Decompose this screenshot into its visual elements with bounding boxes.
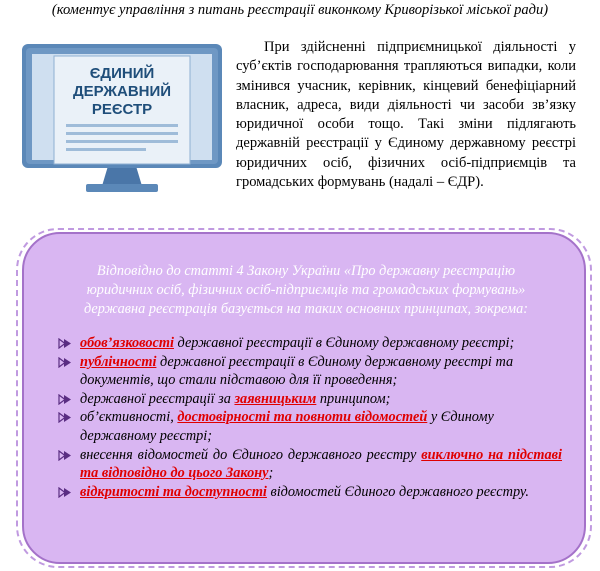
monitor-register-icon: [16, 40, 228, 198]
principle-highlight: достовірності та повноти відомостей: [177, 409, 428, 426]
principle-highlight: заявницьким: [234, 390, 317, 407]
intro-line: тощо. Такі зміни підлягають державній: [236, 116, 577, 152]
principle-item: [56, 408, 562, 445]
principle-text: об’єктивності,: [80, 409, 178, 426]
screen-line-1: ЄДИНИЙ: [89, 65, 155, 82]
principle-text: державної реєстрації в Єдиному державному реєстрі;: [173, 335, 515, 351]
principle-item: [56, 446, 562, 483]
principles-list: [56, 334, 562, 501]
principle-highlight: публічності: [80, 353, 157, 370]
principle-text: ;: [268, 465, 274, 482]
principle-item: [56, 334, 562, 353]
arrow-right-bullet-icon: [58, 394, 72, 405]
arrow-right-bullet-icon: [58, 357, 72, 368]
intro-line: юридичних осіб, фізичних осіб-підприємців та: [236, 154, 576, 171]
intro-line: у суб’єктів господарювання трапляються: [236, 39, 577, 75]
principle-text: у Єдиному державному реєстрі;: [80, 409, 494, 444]
arrow-right-bullet-icon: [58, 487, 72, 498]
screen-line-3: РЕЄСТР: [91, 101, 153, 118]
intro-paragraph: [236, 38, 576, 192]
principle-item: [56, 483, 562, 502]
principle-text: відомостей Єдиного державного реєстру.: [266, 483, 529, 500]
principle-text: державної реєстрації за: [80, 390, 235, 407]
intro-line: випадки, коли змінився учасник, керівник,: [236, 58, 576, 94]
intro-line: кінцевий бенефіціарний власник, адреса, види: [236, 77, 577, 113]
intro-text: [236, 38, 576, 192]
principle-text: принципом;: [316, 390, 391, 407]
principle-item: [56, 390, 562, 409]
principle-text: державної реєстрації в Єдиному державному реєстрі та документів, що стали підставою для її проведення;: [80, 353, 514, 389]
principle-highlight: обов’язковості: [80, 335, 174, 351]
principles-intro-line: Відповідно до статті 4 Закону України «Про державну реєстрацію: [96, 263, 516, 279]
intro-line: При здійсненні підприємницької діяльності: [264, 39, 558, 55]
principle-highlight: відкритості та доступності: [80, 483, 267, 500]
intro-line: діяльності чи засоби зв’язку юридичної особи: [236, 96, 577, 133]
intro-line: реєстрації у Єдиному державному реєстрі: [306, 135, 576, 152]
principle-text: внесення відомостей до Єдиного державного реєстру: [80, 446, 422, 463]
principles-intro: [55, 262, 557, 319]
arrow-right-bullet-icon: [58, 412, 72, 423]
principle-item: [56, 353, 562, 390]
principles-intro-line: державна реєстрація базується на таких основних принципах, зокрема:: [84, 301, 528, 317]
arrow-right-bullet-icon: [58, 338, 72, 349]
principle-highlight: виключно на підставі та відповідно до цього Закону: [80, 446, 562, 482]
header-comment: (коментує управління з питань реєстрації виконкому Криворізької міської ради): [51, 2, 549, 18]
principles-intro-line: юридичних осіб, фізичних осіб-підприємців та громадських формувань»: [86, 282, 526, 298]
arrow-right-bullet-icon: [58, 450, 72, 461]
screen-line-2: ДЕРЖАВНИЙ: [72, 83, 172, 100]
intro-line: громадських формувань (надалі – ЄДР).: [236, 174, 484, 191]
